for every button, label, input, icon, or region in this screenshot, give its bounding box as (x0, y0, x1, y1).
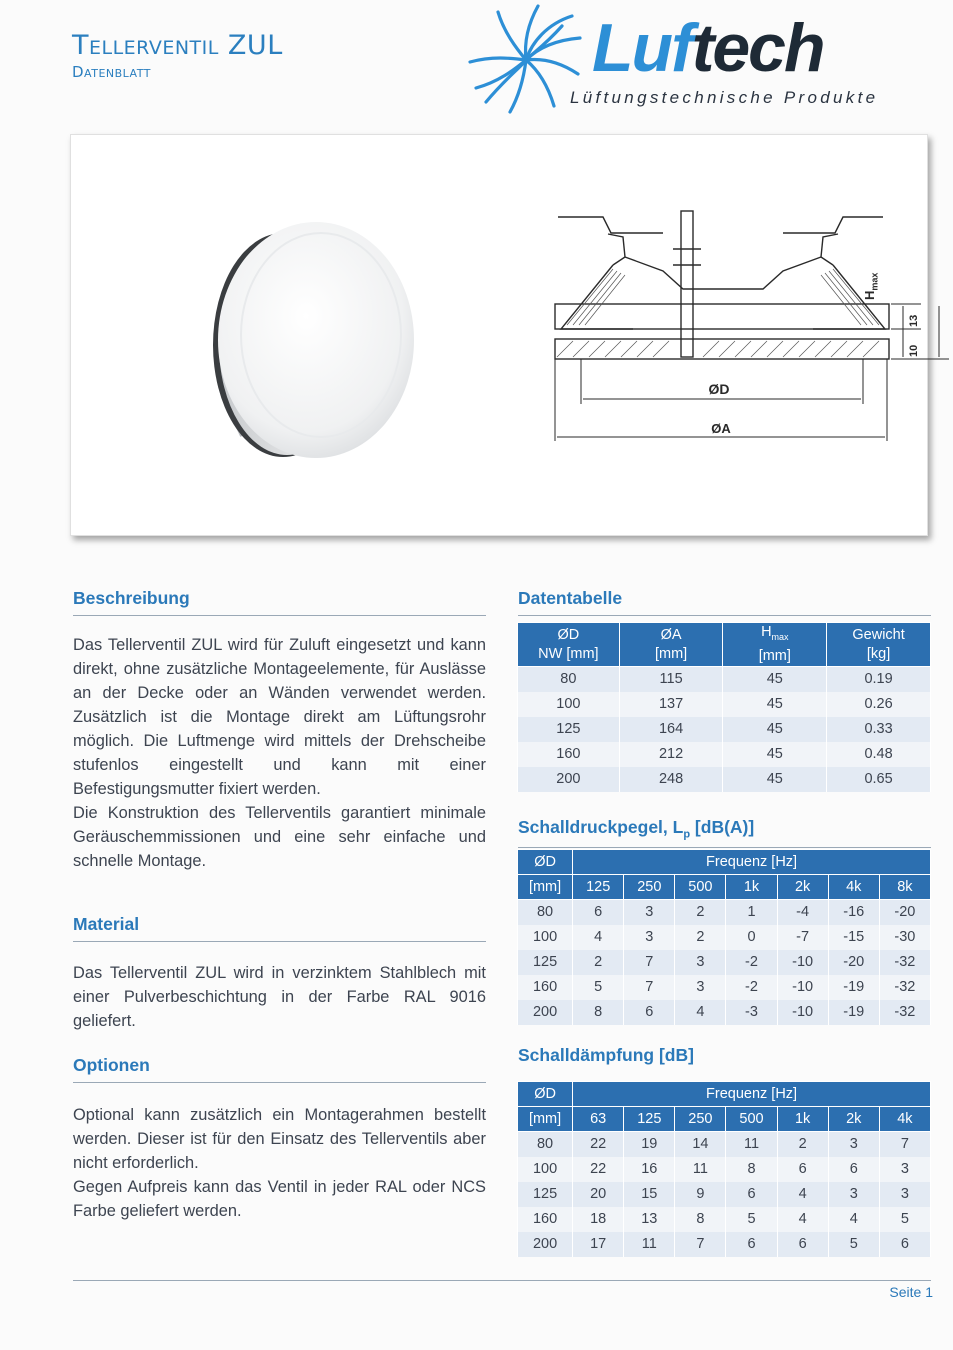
table-cell: 80 (518, 1132, 573, 1157)
beschreibung-paragraph-1: Das Tellerventil ZUL wird für Zuluft eingesetzt und kann direkt, ohne zusätzliche Montageelemente, für Auslässe an der Decke oder an Wänden verwendet werden. Zusätzlich ist die Montage direkt am Lüftungsrohr möglich. Die Luftmenge wird mittels der Drehscheibe stufenlos eingestellt und kann mit einer Befestigungsmutter fixiert werden. (73, 636, 486, 798)
table-cell: 4 (828, 1207, 879, 1232)
table-cell: 8 (726, 1157, 777, 1182)
table-cell: 6 (879, 1232, 930, 1257)
table-cell: 45 (723, 717, 827, 742)
table-row (518, 1207, 931, 1232)
table-cell: 3 (828, 1182, 879, 1207)
table-cell: 17 (573, 1232, 624, 1257)
frequency-header: 4k (828, 875, 879, 900)
table-cell: 160 (518, 742, 620, 767)
luftech-logo (462, 2, 932, 120)
schalldruck-header-row-2 (518, 875, 931, 900)
table-row (518, 767, 931, 792)
dimension-d-label: ØD (708, 381, 730, 397)
schalldruck-title-sub: p (683, 828, 691, 841)
header-h-line2: [mm] (758, 647, 791, 664)
header-w-line2: [kg] (866, 645, 891, 662)
table-cell: 22 (573, 1132, 624, 1157)
table-cell: 0.33 (827, 717, 931, 742)
logo-word-part2: tech (691, 10, 824, 86)
schalldaempfung-head-d: ØD (518, 1082, 573, 1107)
schalldaempfung-heading (518, 1045, 931, 1072)
table-cell: 5 (879, 1207, 930, 1232)
schalldaempfung-head-mm: [mm] (518, 1107, 573, 1132)
table-cell: -2 (726, 975, 777, 1000)
material-paragraph: Das Tellerventil ZUL wird in verzinktem Stahlblech mit einer Pulverbeschichtung in der Farbe RAL 9016 geliefert. (73, 964, 486, 1030)
schalldruck-title-pre: Schalldruckpegel, L (518, 817, 684, 837)
document-header (72, 30, 283, 81)
table-cell: -2 (726, 950, 777, 975)
frequency-header: 500 (726, 1107, 777, 1132)
table-cell: -19 (828, 975, 879, 1000)
table-cell: 3 (828, 1132, 879, 1157)
hmax-sub: max (869, 272, 880, 291)
table-cell: 6 (726, 1182, 777, 1207)
schalldaempfung-header-row-1 (518, 1082, 931, 1107)
frequency-header: 2k (777, 875, 828, 900)
table-cell: 4 (777, 1207, 828, 1232)
frequency-header: 8k (879, 875, 930, 900)
table-cell: -4 (777, 900, 828, 925)
schalldruck-table (517, 849, 931, 1025)
table-cell: 0 (726, 925, 777, 950)
table-row (518, 975, 931, 1000)
table-row (518, 692, 931, 717)
table-cell: 100 (518, 692, 620, 717)
frequency-header: 250 (675, 1107, 726, 1132)
material-text (73, 961, 486, 1033)
table-cell: 45 (723, 692, 827, 717)
table-cell: 6 (573, 900, 624, 925)
material-heading (73, 914, 486, 942)
table-cell: 8 (573, 1000, 624, 1025)
schalldruck-head-freq: Frequenz [Hz] (573, 850, 931, 875)
table-cell: 7 (624, 950, 675, 975)
table-cell: 80 (518, 667, 620, 692)
frequency-header: 500 (675, 875, 726, 900)
schalldaempfung-title: Schalldämpfung [dB] (518, 1045, 694, 1065)
frequency-header: 1k (777, 1107, 828, 1132)
frequency-header: 250 (624, 875, 675, 900)
table-cell: 6 (777, 1157, 828, 1182)
table-cell: 5 (573, 975, 624, 1000)
header-d (518, 623, 620, 667)
table-cell: -15 (828, 925, 879, 950)
table-cell: 115 (619, 667, 723, 692)
dimension-a-label: ØA (711, 421, 731, 436)
table-row (518, 900, 931, 925)
table-cell: 20 (573, 1182, 624, 1207)
table-cell: -20 (879, 900, 930, 925)
table-cell: 13 (624, 1207, 675, 1232)
table-cell: 11 (675, 1157, 726, 1182)
table-cell: 15 (624, 1182, 675, 1207)
optionen-paragraph-2: Gegen Aufpreis kann das Ventil in jeder RAL oder NCS Farbe geliefert werden. (73, 1178, 486, 1220)
frequency-header: 125 (624, 1107, 675, 1132)
table-cell: 2 (675, 900, 726, 925)
schalldruck-title (518, 817, 931, 841)
table-cell: 2 (675, 925, 726, 950)
table-cell: 200 (518, 767, 620, 792)
header-d-line1: ØD (557, 626, 580, 643)
technical-drawing (553, 209, 920, 449)
table-cell: -32 (879, 950, 930, 975)
table-cell: 3 (675, 975, 726, 1000)
table-cell: 18 (573, 1207, 624, 1232)
logo-wordmark (592, 10, 824, 86)
dimension-10-label: 10 (908, 344, 920, 357)
hmax-main: H (862, 290, 877, 300)
table-cell: 248 (619, 767, 723, 792)
document-title: Tellerventil ZUL (72, 30, 283, 61)
table-cell: 45 (723, 667, 827, 692)
table-cell: 6 (777, 1232, 828, 1257)
table-row (518, 1000, 931, 1025)
optionen-paragraph-1: Optional kann zusätzlich ein Montagerahmen bestellt werden. Dieser ist für den Einsatz des Tellerventils aber nicht erforderlich. (73, 1106, 486, 1172)
beschreibung-heading (73, 588, 486, 616)
table-row (518, 950, 931, 975)
table-cell: 125 (518, 1182, 573, 1207)
header-d-line2: NW [mm] (538, 645, 599, 662)
frequency-header: 125 (573, 875, 624, 900)
table-cell: 11 (726, 1132, 777, 1157)
table-cell: 7 (624, 975, 675, 1000)
frequency-header: 1k (726, 875, 777, 900)
beschreibung-title: Beschreibung (73, 588, 190, 608)
table-cell: -10 (777, 1000, 828, 1025)
schalldruck-head-mm: [mm] (518, 875, 573, 900)
table-cell: 3 (624, 900, 675, 925)
table-cell: 200 (518, 1232, 573, 1257)
table-cell: 137 (619, 692, 723, 717)
table-cell: 7 (879, 1132, 930, 1157)
table-row (518, 667, 931, 692)
table-cell: 100 (518, 925, 573, 950)
table-cell: -32 (879, 975, 930, 1000)
table-cell: -10 (777, 950, 828, 975)
table-cell: 0.65 (827, 767, 931, 792)
table-row (518, 717, 931, 742)
table-cell: 45 (723, 742, 827, 767)
table-cell: -19 (828, 1000, 879, 1025)
product-image-panel (70, 134, 928, 536)
schalldaempfung-table (517, 1081, 931, 1257)
table-row (518, 1182, 931, 1207)
table-cell: 160 (518, 975, 573, 1000)
table-cell: 3 (879, 1157, 930, 1182)
table-cell: 22 (573, 1157, 624, 1182)
header-h-main: H (761, 624, 772, 641)
table-cell: 2 (777, 1132, 828, 1157)
table-cell: 0.48 (827, 742, 931, 767)
table-cell: 6 (828, 1157, 879, 1182)
table-cell: -3 (726, 1000, 777, 1025)
frequency-header: 4k (879, 1107, 930, 1132)
table-cell: 11 (624, 1232, 675, 1257)
frequency-header: 63 (573, 1107, 624, 1132)
page-number: Seite 1 (889, 1284, 933, 1300)
table-cell: 6 (624, 1000, 675, 1025)
schalldaempfung-header-row-2 (518, 1107, 931, 1132)
beschreibung-paragraph-2: Die Konstruktion des Tellerventils garantiert minimale Geräuschemmissionen und eine sehr einfache und schnelle Montage. (73, 804, 486, 870)
table-cell: 212 (619, 742, 723, 767)
table-cell: 80 (518, 900, 573, 925)
table-cell: 7 (675, 1232, 726, 1257)
table-cell: -32 (879, 1000, 930, 1025)
dimension-13-label: 13 (908, 314, 920, 327)
datentabelle-header-row (518, 623, 931, 667)
material-title: Material (73, 914, 140, 934)
header-gewicht (827, 623, 931, 667)
table-row (518, 1132, 931, 1157)
table-cell: -30 (879, 925, 930, 950)
table-cell: 5 (726, 1207, 777, 1232)
logo-tagline: Lüftungstechnische Produkte (570, 88, 879, 107)
schalldruck-header-row-1 (518, 850, 931, 875)
table-cell: 160 (518, 1207, 573, 1232)
table-cell: 8 (675, 1207, 726, 1232)
table-cell: 0.19 (827, 667, 931, 692)
schalldaempfung-head-freq: Frequenz [Hz] (573, 1082, 931, 1107)
header-a-line1: ØA (660, 626, 682, 643)
datentabelle-title: Datentabelle (518, 588, 623, 608)
schalldruck-heading (518, 817, 931, 848)
schalldruck-title-post: [dB(A)] (690, 817, 755, 837)
table-cell: 9 (675, 1182, 726, 1207)
logo-word-part1: Luf (592, 10, 692, 86)
table-row (518, 1157, 931, 1182)
table-cell: 16 (624, 1157, 675, 1182)
datentabelle-table (517, 622, 931, 792)
frequency-header: 2k (828, 1107, 879, 1132)
table-cell: 45 (723, 767, 827, 792)
table-row (518, 925, 931, 950)
table-cell: 125 (518, 717, 620, 742)
table-cell: 100 (518, 1157, 573, 1182)
table-cell: 4 (777, 1182, 828, 1207)
table-cell: 3 (624, 925, 675, 950)
table-cell: -7 (777, 925, 828, 950)
table-cell: 4 (675, 1000, 726, 1025)
schalldruck-head-d: ØD (518, 850, 573, 875)
beschreibung-text (73, 633, 486, 873)
header-h-sub: max (771, 631, 789, 642)
optionen-text (73, 1103, 486, 1223)
table-cell: 5 (828, 1232, 879, 1257)
header-a-line2: [mm] (654, 645, 688, 662)
table-cell: -16 (828, 900, 879, 925)
dimension-hmax-label (862, 273, 880, 300)
optionen-heading (73, 1055, 486, 1083)
product-photo-image (171, 195, 421, 475)
table-cell: -20 (828, 950, 879, 975)
document-subtitle: Datenblatt (72, 63, 151, 81)
table-cell: 2 (573, 950, 624, 975)
table-cell: 3 (879, 1182, 930, 1207)
table-cell: 0.26 (827, 692, 931, 717)
table-cell: 164 (619, 717, 723, 742)
table-row (518, 1232, 931, 1257)
table-row (518, 742, 931, 767)
header-w-line1: Gewicht (852, 626, 905, 643)
header-hmax (723, 623, 827, 667)
datentabelle-heading (518, 588, 931, 616)
table-cell: 19 (624, 1132, 675, 1157)
table-cell: 200 (518, 1000, 573, 1025)
table-cell: 6 (726, 1232, 777, 1257)
table-cell: 3 (675, 950, 726, 975)
footer-divider (73, 1280, 931, 1281)
header-a (619, 623, 723, 667)
table-cell: 4 (573, 925, 624, 950)
table-cell: 1 (726, 900, 777, 925)
optionen-title: Optionen (73, 1055, 150, 1075)
table-cell: 14 (675, 1132, 726, 1157)
table-cell: -10 (777, 975, 828, 1000)
table-cell: 125 (518, 950, 573, 975)
